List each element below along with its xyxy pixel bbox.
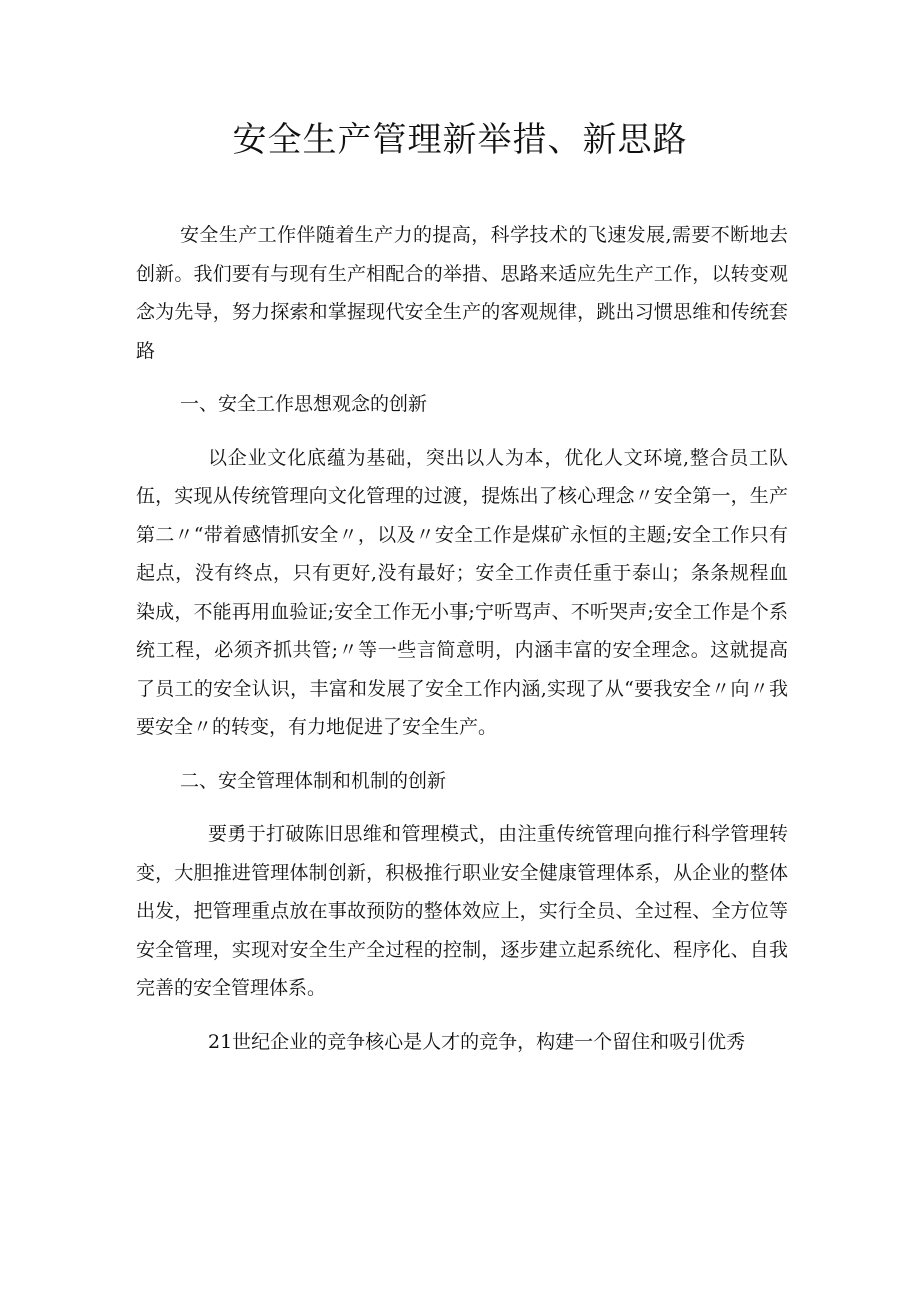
section-heading-1: 一、安全工作思想观念的创新 [180,393,428,415]
section-1-paragraph: 以企业文化底蕴为基础，突出以人为本，优化人文环境,整合员工队伍，实现从传统管理向文化管理的过渡，提炼出了核心理念〃安全第一，生产第二〃“带着感情抓安全〃，以及〃安全工作是煤矿永恒的主题;安全工作只有起点，没有终点，只有更好,没有最好；安全工作责任重于泰山；条条规程血染成，不能再用血验证;安全工作无小事;宁听骂声、不听哭声;安全工作是个系统工程，必须齐抓共管;〃等一些言简意明，内涵丰富的安全理念。这就提高了员工的安全认识，丰富和发展了安全工作内涵,实现了从“要我安全〃向〃我要安全〃的转变，有力地促进了安全生产。 [136,446,788,738]
document-body [136,216,788,1076]
section-3-paragraph: 21世纪企业的竞争核心是人才的竞争，构建一个留住和吸引优秀 [208,1030,746,1053]
document-title: 安全生产管理新举措、新思路 [232,120,688,160]
section-heading-2: 二、安全管理体制和机制的创新 [180,769,447,792]
intro-paragraph: 安全生产工作伴随着生产力的提高，科学技术的飞速发展,需要不断地去创新。我们要有与现有生产相配合的举措、思路来适应先生产工作，以转变观念为先导，努力探索和掌握现代安全生产的客观规律，跳出习惯思维和传统套路 [136,224,788,362]
section-2-paragraph: 要勇于打破陈旧思维和管理模式，由注重传统管理向推行科学管理转变，大胆推进管理体制创新，积极推行职业安全健康管理体系，从企业的整体出发，把管理重点放在事故预防的整体效应上，实行全员、全过程、全方位等安全管理，实现对安全生产全过程的控制，逐步建立起系统化、程序化、自我完善的安全管理体系。 [136,823,788,999]
